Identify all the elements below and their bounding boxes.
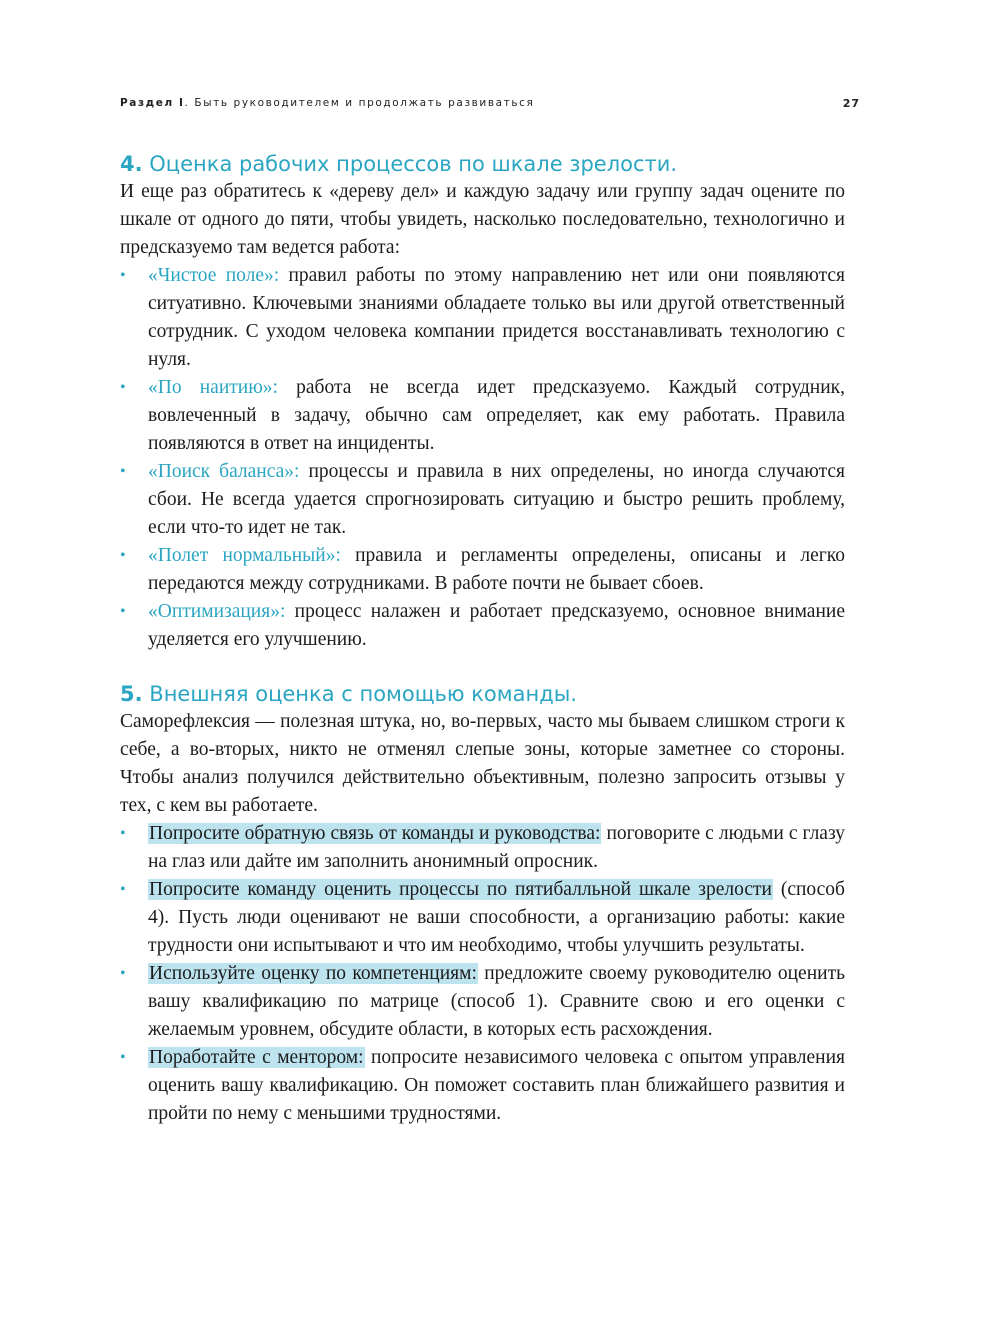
bullet-icon: • <box>120 267 126 284</box>
section-maturity-scale <box>120 150 845 654</box>
section-4-heading <box>120 150 845 178</box>
level-term: «Чистое поле»: <box>148 265 280 286</box>
method-description: попросите независимого человека с опытом управления оценить вашу квалификацию. Он поможет составить план ближайшего развития и пройти по нему с меньшими трудностями. <box>148 1047 845 1124</box>
level-description: процессы и правила в них определены, но иногда случаются сбои. Не всегда удается спрогнозировать ситуацию и быстро решить проблему, если что-то идет не так. <box>148 461 846 538</box>
highlighted-phrase: Поработайте с ментором: <box>149 1047 364 1068</box>
bullet-icon: • <box>120 881 126 898</box>
level-term: «Поиск баланса»: <box>148 461 300 482</box>
method-description: предложите своему руководителю оценить вашу квалификацию по матрице (способ 1). Сравните свою и его оценки с желаемым уровнем, обсудите области, в которых есть расхождения. <box>148 963 846 1040</box>
bullet-icon: • <box>120 463 126 480</box>
level-description: правил работы по этому направлению нет или они появляются ситуативно. Ключевыми знаниями обладаете только вы или другой ответственный сотрудник. С уходом человека компании придется восстанавливать технологию с нуля. <box>148 265 846 370</box>
highlighted-phrase: Попросите обратную связь от команды и руководства: <box>149 823 601 844</box>
running-header <box>120 97 860 109</box>
method-description: поговорите с людьми с глазу на глаз или дайте им заполнить анонимный опросник. <box>148 823 845 872</box>
level-description: процесс налажен и работает предсказуемо, основное внимание уделяется его улучшению. <box>148 601 845 650</box>
bullet-icon: • <box>120 1049 126 1066</box>
maturity-levels-list <box>120 262 845 654</box>
section-5-title: Внешняя оценка с помощью команды. <box>149 682 577 706</box>
bullet-icon: • <box>120 603 126 620</box>
list-item <box>120 1044 845 1128</box>
bullet-icon: • <box>120 379 126 396</box>
section-5-intro: Саморефлексия — полезная штука, но, во-первых, часто мы бываем слишком строги к себе, а во-вторых, никто не отменял слепые зоны, которые заметнее со стороны. Чтобы анализ получился действительно объективным, полезно запросить отзывы у тех, с кем вы работаете. <box>120 711 845 816</box>
list-item <box>120 960 845 1044</box>
highlighted-phrase: Попросите команду оценить процессы по пятибалльной шкале зрелости <box>149 879 772 900</box>
list-item <box>120 542 845 598</box>
bullet-icon: • <box>120 825 126 842</box>
list-item <box>120 458 845 542</box>
method-description: (способ 4). Пусть люди оценивают не ваши способности, а организацию работы: какие трудности они испытывают и что им необходимо, чтобы улучшить результаты. <box>148 879 845 956</box>
list-item <box>120 262 845 374</box>
level-description: работа не всегда идет предсказуемо. Каждый сотрудник, вовлеченный в задачу, обычно сам определяет, как ему работать. Правила появляются в ответ на инциденты. <box>148 377 845 454</box>
list-item <box>120 598 845 654</box>
level-term: «По наитию»: <box>148 377 278 398</box>
level-term: «Полет нормальный»: <box>148 545 341 566</box>
section-4-number: 4. <box>120 152 143 176</box>
section-subtitle: . Быть руководителем и продолжать развиваться <box>184 97 535 109</box>
bullet-icon: • <box>120 965 126 982</box>
page-number: 27 <box>842 97 860 110</box>
list-item <box>120 374 845 458</box>
highlighted-phrase: Используйте оценку по компетенциям: <box>149 963 477 984</box>
section-5-heading <box>120 680 845 708</box>
section-4-title: Оценка рабочих процессов по шкале зрелости. <box>149 152 678 176</box>
page-content <box>120 150 845 1128</box>
level-description: правила и регламенты определены, описаны и легко передаются между сотрудниками. В работе почти не бывает сбоев. <box>148 545 846 594</box>
assessment-methods-list <box>120 820 845 1128</box>
bullet-icon: • <box>120 547 126 564</box>
list-item <box>120 820 845 876</box>
section-5-number: 5. <box>120 682 143 706</box>
section-label: Раздел I <box>120 97 185 109</box>
list-item <box>120 876 845 960</box>
level-term: «Оптимизация»: <box>148 601 286 622</box>
section-team-assessment <box>120 680 845 1128</box>
section-4-intro: И еще раз обратитесь к «дереву дел» и каждую задачу или группу задач оцените по шкале от одного до пяти, чтобы увидеть, насколько последовательно, технологично и предсказуемо там ведется работа: <box>120 181 845 258</box>
